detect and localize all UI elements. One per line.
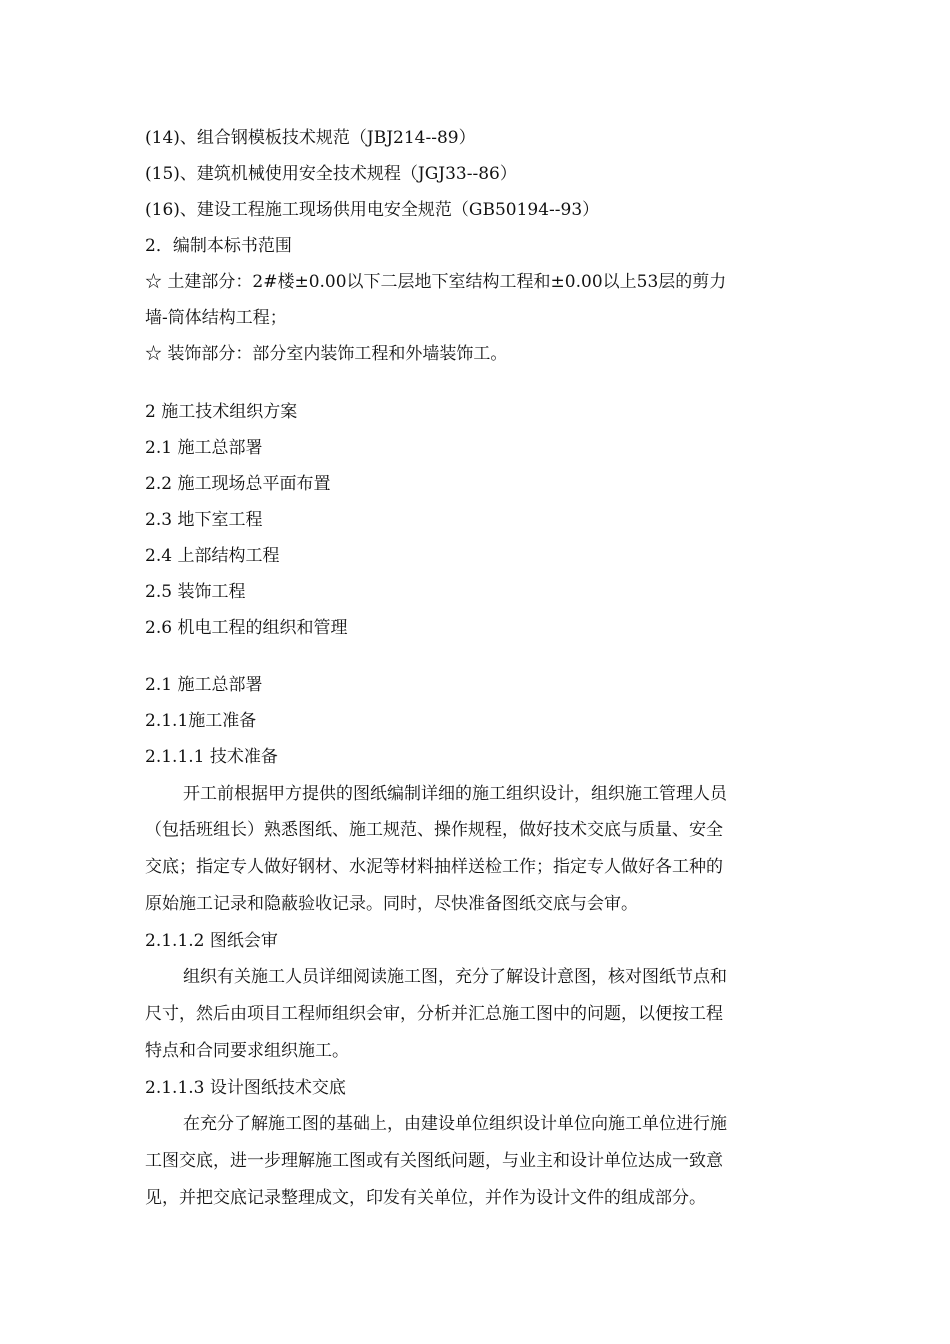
- paragraph-line: 见，并把交底记录整理成文，印发有关单位，并作为设计文件的组成部分。: [145, 1188, 706, 1208]
- reference-item: (15)、建筑机械使用安全技术规程（JGJ33--86）: [145, 164, 517, 184]
- section-heading: 2.1 施工总部署: [145, 675, 263, 695]
- toc-item: 2.3 地下室工程: [145, 510, 263, 530]
- scope-civil-line: 墙-筒体结构工程；: [145, 308, 287, 328]
- tech-prep-heading: 2.1.1.1 技术准备: [145, 747, 278, 767]
- toc-item: 2.4 上部结构工程: [145, 546, 280, 566]
- toc-item: 2.1 施工总部署: [145, 438, 263, 458]
- toc-item: 2.2 施工现场总平面布置: [145, 474, 331, 494]
- paragraph-line: （包括班组长）熟悉图纸、施工规范、操作规程，做好技术交底与质量、安全: [145, 820, 723, 840]
- reference-item: (16)、建设工程施工现场供用电安全规范（GB50194--93）: [145, 200, 600, 220]
- design-disclosure-heading: 2.1.1.3 设计图纸技术交底: [145, 1078, 346, 1098]
- paragraph-line: 开工前根据甲方提供的图纸编制详细的施工组织设计，组织施工管理人员: [183, 784, 727, 804]
- paragraph-line: 组织有关施工人员详细阅读施工图，充分了解设计意图，核对图纸节点和: [183, 967, 727, 987]
- scope-heading: 2．编制本标书范围: [145, 236, 292, 256]
- scope-decoration: ☆ 装饰部分：部分室内装饰工程和外墙装饰工。: [145, 344, 508, 364]
- toc-item: 2.6 机电工程的组织和管理: [145, 618, 348, 638]
- paragraph-line: 特点和合同要求组织施工。: [145, 1041, 349, 1061]
- paragraph-line: 工图交底，进一步理解施工图或有关图纸问题，与业主和设计单位达成一致意: [145, 1151, 723, 1171]
- toc-heading: 2 施工技术组织方案: [145, 402, 298, 422]
- paragraph-line: 尺寸，然后由项目工程师组织会审，分析并汇总施工图中的问题，以便按工程: [145, 1004, 723, 1024]
- reference-item: (14)、组合钢模板技术规范（JBJ214--89）: [145, 128, 476, 148]
- subsection-heading: 2.1.1施工准备: [145, 711, 257, 731]
- paragraph-line: 在充分了解施工图的基础上，由建设单位组织设计单位向施工单位进行施: [183, 1114, 727, 1134]
- scope-civil-line: ☆ 土建部分：2#楼±0.00以下二层地下室结构工程和±0.00以上53层的剪力: [145, 272, 727, 292]
- paragraph-line: 交底；指定专人做好钢材、水泥等材料抽样送检工作；指定专人做好各工种的: [145, 857, 723, 877]
- toc-item: 2.5 装饰工程: [145, 582, 246, 602]
- drawing-review-heading: 2.1.1.2 图纸会审: [145, 931, 278, 951]
- paragraph-line: 原始施工记录和隐蔽验收记录。同时，尽快准备图纸交底与会审。: [145, 894, 638, 914]
